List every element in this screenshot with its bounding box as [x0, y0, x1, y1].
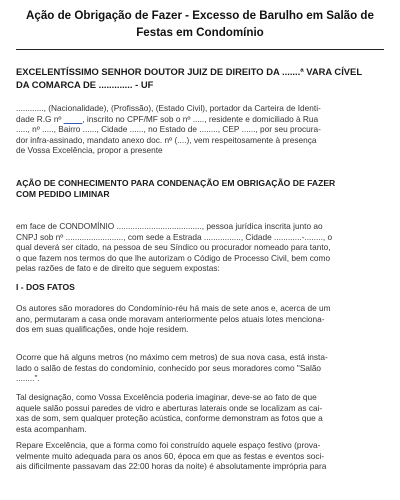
- paragraph-line: aquele salão possui paredes de vidro e aberturas laterais onde se localizam as cai-: [16, 402, 323, 413]
- paragraph-line: o que fazem nos termos do que lhe autorizam o Código de Processo Civil, bem como: [16, 252, 331, 263]
- court-line-2: DA COMARCA DE ............. - UF: [16, 78, 154, 90]
- paragraph-line: Repare Excelência, que a forma como foi construído aquele espaço festivo (prova-: [16, 440, 321, 450]
- paragraph-text: dade R.G nº: [16, 113, 64, 124]
- action-title-line-1: AÇÃO DE CONHECIMENTO PARA CONDENAÇÃO EM OBRIGAÇÃO DE FAZER: [16, 178, 336, 188]
- action-title: [16, 178, 388, 200]
- facts-paragraph-3: [16, 392, 388, 434]
- paragraph-line: Ocorre que há alguns metros (no máximo cem metros) de sua nova casa, está insta-: [16, 352, 328, 362]
- paragraph-text: , inscrito no CPF/MF sob o nº ....., residente e domiciliado à Rua: [82, 113, 319, 124]
- paragraph-line: dos em suas qualificações, onde hoje residem.: [16, 324, 189, 334]
- paragraph-line: ............, (Nacionalidade), (Profissão), (Estado Civil), portador da Carteira de Identi-: [16, 103, 321, 113]
- title-line-1: Ação de Obrigação de Fazer - Excesso de Barulho em Salão de: [26, 9, 374, 22]
- plaintiff-qualification-paragraph: [16, 103, 388, 156]
- defendant-paragraph: [16, 221, 388, 274]
- rg-number-link[interactable]: ____: [63, 113, 83, 124]
- paragraph-line: ais dificilmente passavam das 22:00 horas da noite) é absolutamente imprópria para: [16, 461, 327, 471]
- paragraph-line: pelas razões de fato e de direito que seguem expostas:: [16, 263, 220, 273]
- facts-paragraph-1: [16, 303, 388, 335]
- paragraph-line: CNPJ sob nº ........................., com sede a Estrada ................, Cidade ............-........, o: [16, 231, 333, 242]
- court-line-1: EXCELENTÍSSIMO SENHOR DOUTOR JUIZ DE DIREITO DA .......ª VARA CÍVEL: [16, 66, 363, 77]
- paragraph-line: ano, permutaram a casa onde moravam anteriormente pelos atuais lotes menciona-: [16, 313, 325, 324]
- paragraph-line: ....., nº ....., Bairro ......, Cidade ......, no Estado de ........, CEP ......, por seu procura-: [16, 124, 321, 134]
- paragraph-line: qual deverá ser citado, na pessoa de seu Síndico ou procurador nomeado para tanto,: [16, 242, 331, 252]
- paragraph-line: esta acompanham.: [16, 423, 87, 434]
- document-title: [10, 8, 390, 40]
- paragraph-line: [16, 114, 388, 125]
- section-heading-facts: I - DOS FATOS: [16, 282, 75, 292]
- paragraph-line: em face de CONDOMÍNIO ....................................., pessoa jurídica inscrita junto ao: [16, 221, 323, 231]
- paragraph-line: Tal designação, como Vossa Excelência poderia imaginar, deve-se ao fato de que: [16, 392, 317, 402]
- facts-paragraph-2: [16, 352, 388, 384]
- paragraph-line: de Vossa Excelência, propor a presente: [16, 145, 163, 155]
- paragraph-line: dor infra-assinado, mandato anexo doc. nº (....), vem respeitosamente à presença: [16, 134, 317, 145]
- paragraph-line: ........".: [16, 373, 40, 383]
- paragraph-line: velmente muito adequada para os anos 60, época em que as festas e eventos soci-: [16, 450, 325, 461]
- action-title-line-2: COM PEDIDO LIMINAR: [16, 189, 110, 199]
- title-divider: [16, 49, 384, 50]
- paragraph-line: Os autores são moradores do Condomínio-réu há mais de sete anos e, acerca de um: [16, 303, 331, 313]
- title-line-2: Festas em Condomínio: [136, 26, 264, 39]
- court-address: [16, 66, 388, 91]
- facts-paragraph-4: [16, 440, 388, 472]
- paragraph-line: lado o salão de festas do condomínio, conhecido por seus moradores como "Salão: [16, 362, 322, 373]
- paragraph-line: xas de som, sem qualquer proteção acústica, conforme demonstram as fotos que a: [16, 413, 323, 423]
